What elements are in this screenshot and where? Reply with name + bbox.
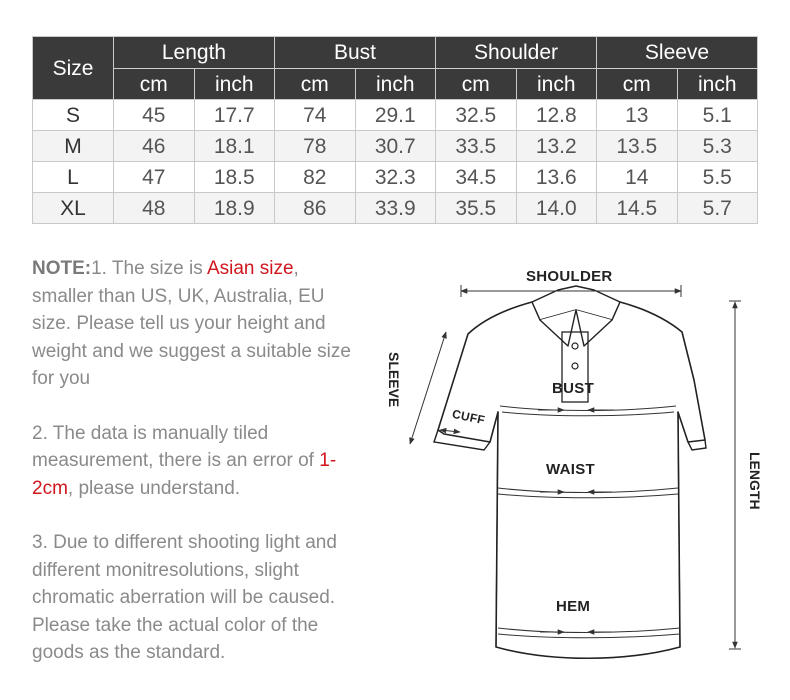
table-cell: 13.2: [516, 131, 597, 162]
sleeve-label: SLEEVE: [386, 352, 402, 408]
table-row: [33, 162, 758, 193]
table-row: [33, 100, 758, 131]
table-cell: 33.5: [436, 131, 517, 162]
unit-header: inch: [194, 69, 275, 100]
size-cell: S: [33, 100, 114, 131]
size-notes: [32, 255, 362, 694]
table-cell: 13.5: [597, 131, 678, 162]
group-header-shoulder: Shoulder: [436, 37, 597, 69]
size-chart-table: [32, 36, 758, 224]
table-cell: 12.8: [516, 100, 597, 131]
asian-size-highlight: Asian size: [206, 258, 294, 279]
table-cell: 5.5: [677, 162, 758, 193]
table-cell: 32.3: [355, 162, 436, 193]
unit-header: cm: [275, 69, 356, 100]
table-cell: 33.9: [355, 193, 436, 224]
table-cell: 18.5: [194, 162, 275, 193]
unit-header: inch: [355, 69, 436, 100]
unit-header: cm: [436, 69, 517, 100]
table-row: [33, 193, 758, 224]
table-cell: 5.7: [677, 193, 758, 224]
table-cell: 29.1: [355, 100, 436, 131]
table-cell: 18.9: [194, 193, 275, 224]
table-cell: 14: [597, 162, 678, 193]
table-cell: 5.1: [677, 100, 758, 131]
table-cell: 14.0: [516, 193, 597, 224]
unit-header: cm: [114, 69, 195, 100]
group-header-bust: Bust: [275, 37, 436, 69]
bust-label: BUST: [552, 380, 595, 397]
table-cell: 13: [597, 100, 678, 131]
unit-header: cm: [597, 69, 678, 100]
size-column-header: Size: [33, 37, 114, 100]
table-cell: 35.5: [436, 193, 517, 224]
table-cell: 14.5: [597, 193, 678, 224]
unit-header: inch: [677, 69, 758, 100]
table-cell: 18.1: [194, 131, 275, 162]
table-cell: 46: [114, 131, 195, 162]
note-3: 3. Due to different shooting light and different monitresolutions, slight chromatic aberration will be caused. Please take the actual color of the goods as the standard.: [32, 532, 337, 663]
table-cell: 48: [114, 193, 195, 224]
unit-header: inch: [516, 69, 597, 100]
group-header-sleeve: Sleeve: [597, 37, 758, 69]
table-cell: 34.5: [436, 162, 517, 193]
note-2-text-a: 2. The data is manually tiled measurement, there is an error of: [32, 422, 320, 471]
table-cell: 32.5: [436, 100, 517, 131]
table-cell: 82: [275, 162, 356, 193]
size-cell: XL: [33, 193, 114, 224]
group-header-length: Length: [114, 37, 275, 69]
note-1-text-a: 1. The size is: [91, 258, 207, 279]
waist-label: WAIST: [546, 461, 595, 478]
shoulder-label: SHOULDER: [526, 268, 613, 285]
length-label: LENGTH: [747, 452, 763, 510]
error-range-highlight: 1-2cm: [32, 450, 337, 499]
table-cell: 74: [275, 100, 356, 131]
table-cell: 47: [114, 162, 195, 193]
cuff-label: CUFF: [450, 406, 487, 428]
note-1: [32, 255, 362, 393]
polo-shirt-measurement-diagram: [380, 262, 780, 692]
table-cell: 78: [275, 131, 356, 162]
note-1-text-b: , smaller than US, UK, Australia, EU size. Please tell us your height and weight and we suggest a suitable size for you: [32, 258, 351, 389]
table-cell: 17.7: [194, 100, 275, 131]
size-cell: M: [33, 131, 114, 162]
note-2: [32, 420, 362, 503]
table-cell: 45: [114, 100, 195, 131]
table-cell: 30.7: [355, 131, 436, 162]
table-cell: 86: [275, 193, 356, 224]
table-cell: 5.3: [677, 131, 758, 162]
note-label: NOTE:: [32, 258, 92, 279]
table-row: [33, 131, 758, 162]
size-cell: L: [33, 162, 114, 193]
table-cell: 13.6: [516, 162, 597, 193]
hem-label: HEM: [556, 598, 591, 615]
note-2-text-b: , please understand.: [67, 477, 241, 499]
